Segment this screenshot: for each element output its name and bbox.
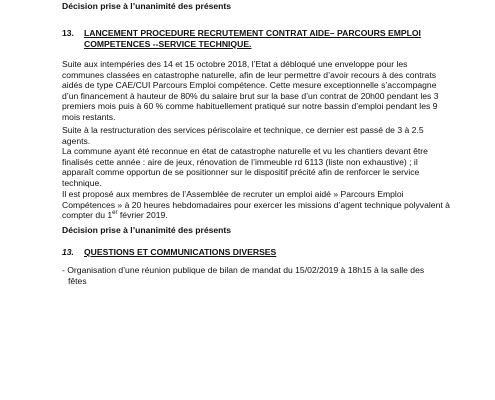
decision-statement <box>62 225 462 236</box>
paragraph-line: Suite aux intempéries des 14 et 15 octobre 2018, l’Etat a débloqué une enveloppe pour les <box>62 59 408 69</box>
paragraph-line: finalisés cette année : aire de jeux, rénovation de l’immeuble rd 6113 (liste non exhaustive) ; il <box>62 156 418 167</box>
section-title <box>84 28 424 49</box>
section-title-line: COMPETENCES --SERVICE TECHNIQUE. <box>84 38 252 49</box>
list-item-line: fêtes <box>68 275 87 286</box>
decision-statement-top <box>62 1 462 12</box>
section-number-2: 13. <box>62 247 74 257</box>
date-suffix: février 2019. <box>117 210 168 221</box>
section-title-line: LANCEMENT PROCEDURE RECRUTEMENT CONTRAT AIDE– PARCOURS EMPLOI <box>84 28 421 38</box>
decision-top-text: Décision prise à l’unanimité des présents <box>62 1 232 11</box>
section-title-2 <box>84 247 424 258</box>
section-title-line: QUESTIONS ET COMMUNICATIONS DIVERSES <box>84 247 277 257</box>
date-prefix: compter du 1 <box>62 210 113 221</box>
paragraph-line: communes classées en catastrophe naturelle, afin de leur permettre d’avoir recours à des contrats <box>62 69 437 80</box>
paragraph-line: Il est proposé aux membres de l’Assemblée de recruter un emploi aidé » Parcours Emploi <box>62 189 404 199</box>
paragraph-funding <box>62 59 462 123</box>
paragraph-line: d’un financement à hauteur de 80% du salaire brut sur la base d’un contrat de 20h00 pendant les 3 <box>62 90 439 101</box>
paragraph-line: technique. <box>62 177 102 188</box>
list-item-line: - Organisation d’une réunion publique de bilan de mandat du 15/02/2019 à 18h15 à la salle des <box>62 265 425 275</box>
paragraph-line: Suite à la restructuration des services périscolaire et technique, ce dernier est passé de 3 à 2.5 <box>62 125 424 135</box>
paragraph-line: aidés de type CAE/CUI Parcours Emploi compétence. Cette mesure exceptionnelle s’accompagne <box>62 80 437 91</box>
paragraph-line: premiers mois puis à 60 % comme habituellement pratiqué sur notre bassin d’emploi pendant les 9 <box>62 101 438 112</box>
paragraph-proposal <box>62 189 462 221</box>
decision-text: Décision prise à l’unanimité des présents <box>62 225 232 235</box>
ordinal-suffix: er <box>112 210 118 217</box>
paragraph-line <box>62 210 462 221</box>
paragraph-line: Compétences » à 20 heures hebdomadaires pour exercer les missions d’agent technique polyvalent à <box>62 199 450 210</box>
paragraph-line: La commune ayant été reconnue en état de catastrophe naturelle et vu les chantiers devant être <box>62 146 428 157</box>
paragraph-line: agents. <box>62 135 91 146</box>
list-item-meeting <box>62 265 462 286</box>
paragraph-line: mois restants. <box>62 111 116 122</box>
section-number: 13. <box>62 28 74 38</box>
paragraph-restructuring <box>62 125 462 189</box>
paragraph-line: apparaît comme opportun de se positionner sur le dispositif précité afin de renforcer le service <box>62 167 420 178</box>
